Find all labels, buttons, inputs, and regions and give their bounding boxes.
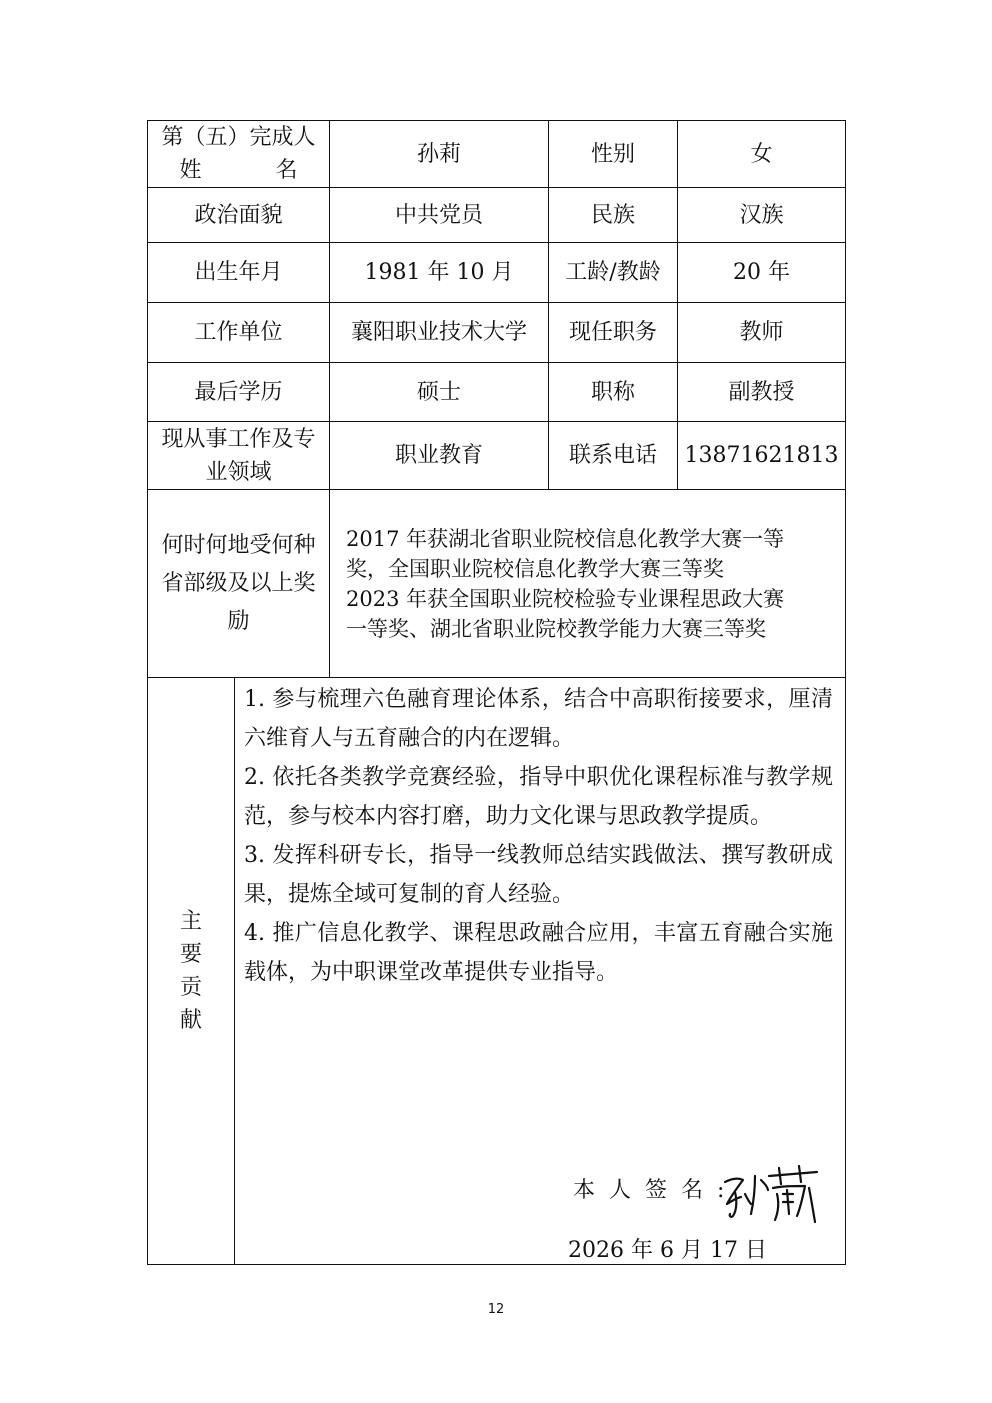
handwritten-signature bbox=[721, 1164, 821, 1224]
gender-label: 性别 bbox=[549, 121, 678, 188]
awards-label-line1: 何时何地受何种 bbox=[161, 532, 316, 558]
contribution-item: 4. 推广信息化教学、课程思政融合应用，丰富五育融合实施载体，为中职课堂改革提供专业指导。 bbox=[244, 921, 834, 985]
phone-value: 13871621813 bbox=[678, 422, 846, 490]
title-label: 职称 bbox=[549, 363, 678, 422]
education-label: 最后学历 bbox=[148, 363, 330, 422]
gender-value: 女 bbox=[678, 121, 846, 188]
awards-label-line3: 励 bbox=[227, 608, 250, 634]
field-label-line2: 业领域 bbox=[205, 459, 272, 485]
position-value: 教师 bbox=[678, 303, 846, 363]
awards-line: 2023 年获全国职业院校检验专业课程思政大赛 bbox=[346, 586, 785, 611]
contribution-label-char: 要 bbox=[179, 942, 202, 967]
name-label-char-1: 姓 bbox=[179, 158, 202, 183]
contribution-label-cell bbox=[148, 678, 235, 1265]
name-label-line2 bbox=[180, 154, 298, 187]
name-label-cell bbox=[148, 121, 330, 188]
name-label-char-2: 名 bbox=[275, 158, 298, 183]
birth-value: 1981 年 10 月 bbox=[330, 243, 549, 303]
contribution-label-char: 献 bbox=[179, 1008, 202, 1033]
awards-label-line2: 省部级及以上奖 bbox=[161, 570, 316, 596]
awards-label-cell bbox=[148, 490, 330, 678]
education-value: 硕士 bbox=[330, 363, 549, 422]
politics-value: 中共党员 bbox=[330, 188, 549, 243]
form-row-name bbox=[148, 121, 846, 188]
contribution-label-char: 主 bbox=[179, 909, 202, 934]
form-row-workplace bbox=[148, 303, 846, 363]
contribution-item: 1. 参与梳理六色融育理论体系，结合中高职衔接要求，厘清六维育人与五育融合的内在逻辑。 bbox=[244, 687, 834, 751]
awards-line: 奖，全国职业院校信息化教学大赛三等奖 bbox=[346, 556, 725, 581]
contribution-item: 2. 依托各类教学竞赛经验，指导中职优化课程标准与教学规范，参与校本内容打磨，助力文化课与思政教学提质。 bbox=[244, 765, 834, 829]
contribution-label-char: 贡 bbox=[179, 975, 202, 1000]
seniority-label: 工龄/教龄 bbox=[549, 243, 678, 303]
field-label-cell bbox=[148, 422, 330, 490]
page-number: 12 bbox=[487, 1302, 505, 1317]
form-row-education bbox=[148, 363, 846, 422]
field-label-line1: 现从事工作及专 bbox=[161, 426, 316, 452]
workplace-value: 襄阳职业技术大学 bbox=[330, 303, 549, 363]
awards-line: 2017 年获湖北省职业院校信息化教学大赛一等 bbox=[346, 526, 785, 551]
seniority-value: 20 年 bbox=[678, 243, 846, 303]
form-row-birth bbox=[148, 243, 846, 303]
ethnicity-value: 汉族 bbox=[678, 188, 846, 243]
awards-line: 一等奖、湖北省职业院校教学能力大赛三等奖 bbox=[346, 616, 767, 641]
signature-date: 2026 年 6 月 17 日 bbox=[568, 1238, 767, 1263]
form-row-awards bbox=[148, 490, 846, 678]
name-label-line1: 第（五）完成人 bbox=[161, 125, 316, 150]
form-row-contributions bbox=[148, 678, 846, 1265]
title-value: 副教授 bbox=[678, 363, 846, 422]
signature-block bbox=[573, 1164, 833, 1224]
contribution-content-cell bbox=[235, 678, 846, 1265]
contribution-item: 3. 发挥科研专长，指导一线教师总结实践做法、撰写教研成果，提炼全域可复制的育人经验。 bbox=[244, 843, 834, 907]
name-value: 孙莉 bbox=[330, 121, 549, 188]
form-row-politics bbox=[148, 188, 846, 243]
politics-label: 政治面貌 bbox=[148, 188, 330, 243]
form-row-field bbox=[148, 422, 846, 490]
phone-label: 联系电话 bbox=[549, 422, 678, 490]
ethnicity-label: 民族 bbox=[549, 188, 678, 243]
personnel-form-table bbox=[147, 120, 846, 1265]
workplace-label: 工作单位 bbox=[148, 303, 330, 363]
birth-label: 出生年月 bbox=[148, 243, 330, 303]
contribution-list bbox=[235, 678, 845, 992]
position-label: 现任职务 bbox=[549, 303, 678, 363]
field-value: 职业教育 bbox=[330, 422, 549, 490]
signature-label: 本人签名: bbox=[573, 1178, 739, 1203]
awards-value-cell bbox=[330, 490, 846, 678]
